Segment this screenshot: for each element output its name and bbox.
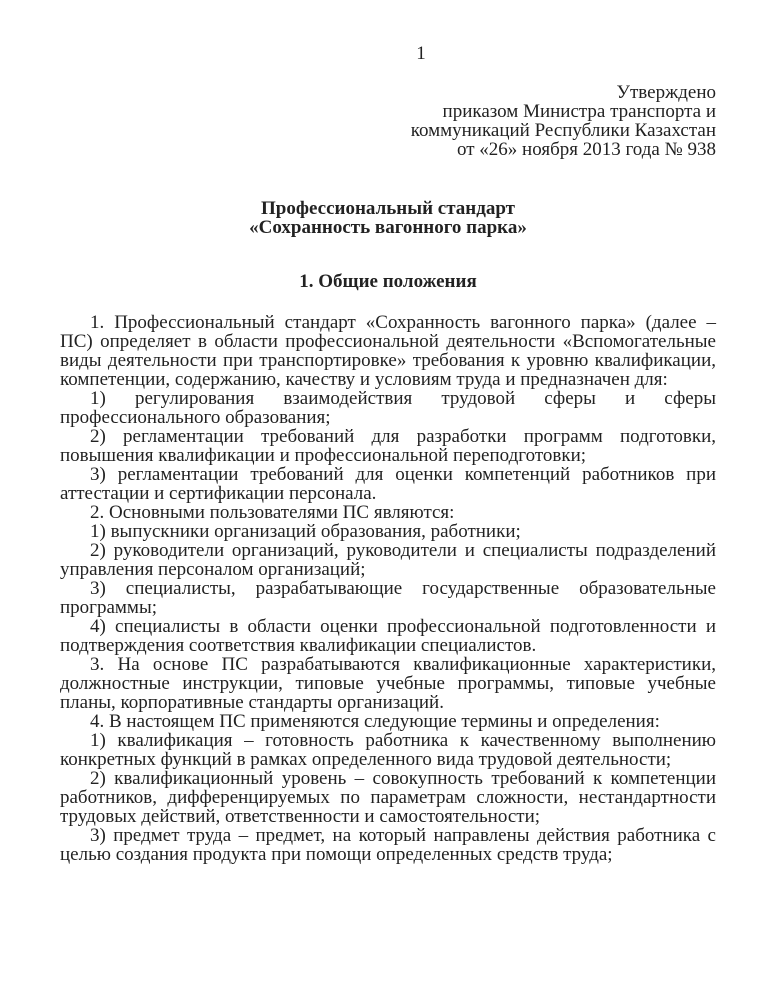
body-paragraph: 1) выпускники организаций образования, работники; [90, 521, 521, 542]
body-paragraph: 2. Основными пользователями ПС являются: [90, 502, 455, 523]
approval-line: Утверждено [616, 82, 716, 103]
body-paragraph: 3) регламентации требований для оценки компетенций работников при аттестации и сертификации персонала. [60, 464, 716, 504]
body-paragraph: 1) регулирования взаимодействия трудовой сферы и сферы профессионального образования; [60, 388, 716, 428]
body-paragraph: 2) регламентации требований для разработки программ подготовки, повышения квалификации и профессиональной переподготовки; [60, 426, 716, 466]
body-paragraph: 3) специалисты, разрабатывающие государственные образовательные программы; [60, 578, 716, 618]
body-paragraph: 4) специалисты в области оценки профессиональной подготовленности и подтверждения соответствия квалификации специалистов. [60, 616, 716, 656]
page-number: 1 [416, 43, 426, 64]
body-paragraph: 3) предмет труда – предмет, на который направлены действия работника с целью создания продукта при помощи определенных средств труда; [60, 825, 716, 865]
body-paragraph: 2) руководители организаций, руководители и специалисты подразделений управления персоналом организаций; [60, 540, 716, 580]
document-body [60, 313, 716, 864]
body-paragraph: 3. На основе ПС разрабатываются квалификационные характеристики, должностные инструкции, типовые учебные программы, типовые учебные планы, корпоративные стандарты организаций. [60, 654, 716, 713]
body-paragraph: 2) квалификационный уровень – совокупность требований к компетенции работников, дифференцируемых по параметрам сложности, нестандартности трудовых действий, ответственности и самостоятельности; [60, 768, 716, 827]
document-title-line: «Сохранность вагонного парка» [249, 217, 527, 238]
section-heading: 1. Общие положения [299, 271, 477, 292]
approval-line: от «26» ноября 2013 года № 938 [456, 139, 716, 160]
document-title [60, 199, 716, 237]
approval-block [60, 83, 716, 159]
body-paragraph: 1. Профессиональный стандарт «Сохранность вагонного парка» (далее – ПС) определяет в области профессиональной деятельности «Вспомогательные виды деятельности при транспортировке» требования к уровню квалификации, компетенции, содержанию, качеству и условиям труда и предназначен для: [60, 312, 716, 390]
document-title-line: Профессиональный стандарт [261, 198, 515, 219]
approval-line: коммуникаций Республики Казахстан [410, 120, 716, 141]
body-paragraph: 4. В настоящем ПС применяются следующие термины и определения: [90, 711, 660, 732]
approval-line: приказом Министра транспорта и [442, 101, 716, 122]
body-paragraph: 1) квалификация – готовность работника к качественному выполнению конкретных функций в рамках определенного вида трудовой деятельности; [60, 730, 716, 770]
